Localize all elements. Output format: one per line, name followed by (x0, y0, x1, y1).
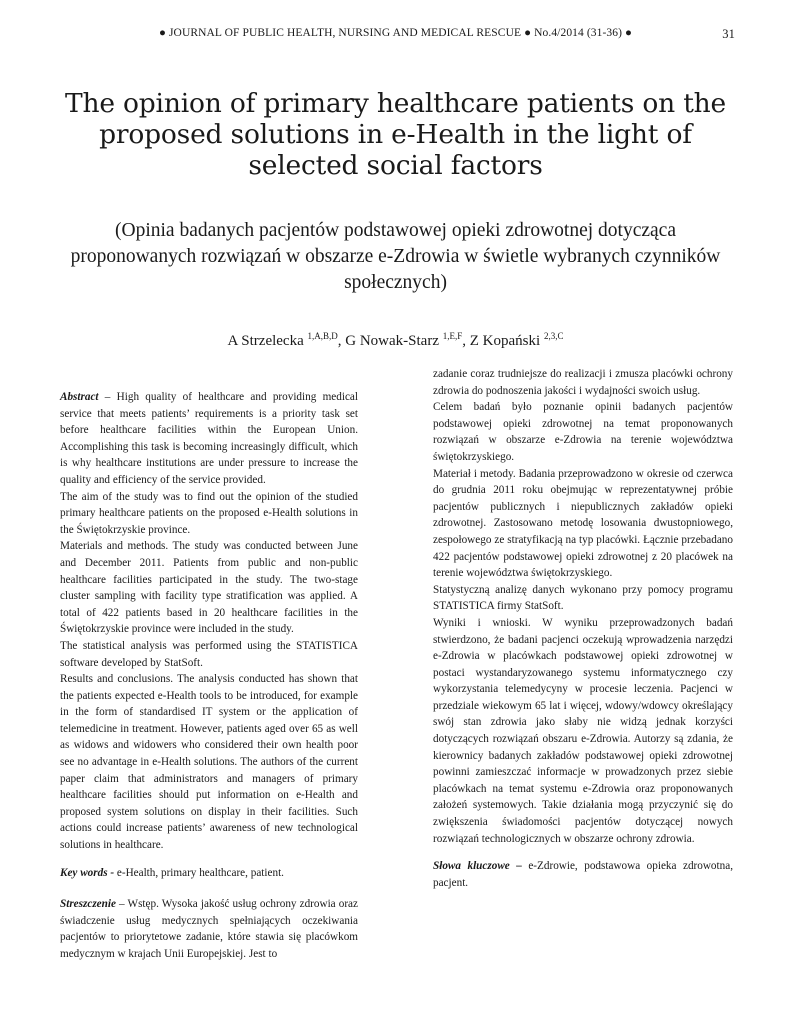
abstract-methods: Materials and methods. The study was conducted between June and December 2011. Patients from public and non-public healthcare facilities participated in the study. The two-stage cluster sampling with facility type stratification was applied. A total of 422 patients based in 20 healthcare facilities in the Świętokrzyskie province were included in the study. (60, 540, 358, 636)
streszczenie-intro-text: – Wstęp. Wysoka jakość usług ochrony zdrowia oraz świadczenie usług medycznych spełniających oczekiwania pacjentów to priorytetowe zadanie, które stawia się placówkom medycznym w krajach Unii Europejskiej. Jest to (60, 898, 358, 960)
keywords (60, 865, 358, 882)
slowa-kluczowe-label: Słowa kluczowe – (433, 860, 522, 873)
streszczenie-label: Streszczenie (60, 898, 116, 911)
keywords-text: e-Health, primary healthcare, patient. (114, 866, 284, 879)
author-affiliation: 1,A,B,D (307, 331, 338, 341)
author-separator: , (337, 333, 346, 349)
streszczenie-methods: Materiał i metody. Badania przeprowadzono w okresie od czerwca do grudnia 2011 roku obejmując w reprezentatywnej próbie pacjentów publicznych i niepublicznych zakładów opieki zdrowotnej. Zastosowano metodę losowania dwustopniowego, zespołowego ze stratyfikacją na typ placówki. Łącznie przebadano 422 pacjentów podstawowej opieki zdrowotnej z 20 placówek na terenie województwa świętokrzyskiego. (433, 467, 733, 580)
author-affiliation: 2,3,C (543, 331, 564, 341)
streszczenie-aim: Celem badań było poznanie opinii badanych pacjentów podstawowej opieki zdrowotnej na temat proponowanych rozwiązań w obszarze e-Zdrowia na terenie województwa świętokrzyskiego. (433, 401, 733, 463)
journal-name: ● JOURNAL OF PUBLIC HEALTH, NURSING AND MEDICAL RESCUE ● No.4/2014 (31-36) ● (158, 27, 633, 39)
author-name: G Nowak-Starz (345, 333, 439, 349)
author-name: Z Kopański (469, 333, 541, 349)
page-number: 31 (722, 27, 735, 41)
streszczenie-intro (60, 896, 358, 962)
streszczenie-intro-continued: zadanie coraz trudniejsze do realizacji i zmusza placówki ochrony zdrowia do podnoszenia jakości i wydajności swoich usług. (433, 368, 733, 397)
author-list (0, 331, 791, 350)
abstract-intro-text: – High quality of healthcare and providing medical service that meets patients’ requirements is a priority task set before healthcare facilities within the European Union. Accomplishing this task is becoming increasingly difficult, which is why healthcare institutions are under pressure to increase the quality and efficiency of the service provided. (60, 391, 358, 486)
streszczenie-results: Wyniki i wnioski. W wyniku przeprowadzonych badań stwierdzono, że badani pacjenci oczekują wprowadzenia narzędzi e-Zdrowia w placówkach podstawowej opieki zdrowotnej w postaci wystandaryzowanego systemu informatycznego czy wykorzystania telemedycyny w procesie leczenia. Pacjenci w przedziale wiekowym 65 lat i więcej, wdowy/wdowcy określający swój stan zdrowia jako słaby nie widzą jednak korzyści dotyczących rozwiązań obszaru e-Zdrowia. Autorzy są zdania, że kierownicy badanych zakładów podstawowej opieki zdrowotnej powinni zamieszczać informacje w prowadzonych przez siebie placówkach na temat systemu e-Zdrowia oraz proponowanych założeń systemowych. Takie działania mogą przyczynić się do zwiększenia świadomości pacjentów dotyczącej nowych rozwiązań technologicznych w obszarze ochrony zdrowia. (433, 616, 733, 845)
abstract-aim: The aim of the study was to find out the opinion of the studied primary healthcare patients on the proposed e-Health solutions in the Świętokrzyskie province. (60, 490, 358, 536)
article-subtitle-polish: (Opinia badanych pacjentów podstawowej opieki zdrowotnej dotycząca proponowanych rozwiązań w obszarze e-Zdrowia w świetle wybranych czynników społecznych) (70, 220, 721, 293)
article-title: The opinion of primary healthcare patients on the proposed solutions in e-Health in the light of selected social factors (64, 88, 727, 181)
abstract-label: Abstract (60, 391, 99, 403)
running-header (0, 27, 791, 45)
streszczenie-statistics: Statystyczną analizę danych wykonano przy pomocy programu STATISTICA firmy StatSoft. (433, 583, 733, 613)
author-separator: , (462, 333, 470, 349)
keywords-label: Key words - (60, 866, 115, 879)
abstract-intro (60, 389, 358, 489)
abstract-results: Results and conclusions. The analysis conducted has shown that the patients expected e-Health tools to be introduced, for example in the form of standardised IT system or the application of telemedicine in treatment. However, patients aged over 65 as well as widows and widowers who considered their own health poor see no advantage in e-Health solutions. The authors of the current paper claim that administrators and managers of primary healthcare facilities should put information on e-Health and proposed system solutions on display in their facilities. Such actions could increase patients’ awareness of new technological solutions in healthcare. (60, 673, 358, 852)
slowa-kluczowe (433, 858, 733, 891)
author-name: A Strzelecka (227, 333, 304, 349)
slowa-kluczowe-text: e-Zdrowie, podstawowa opieka zdrowotna, pacjent. (433, 860, 733, 889)
abstract-statistics: The statistical analysis was performed using the STATISTICA software developed by StatSoft. (60, 639, 358, 669)
left-column (60, 389, 358, 963)
author-affiliation: 1,E,F (442, 331, 463, 341)
right-column (433, 366, 733, 891)
